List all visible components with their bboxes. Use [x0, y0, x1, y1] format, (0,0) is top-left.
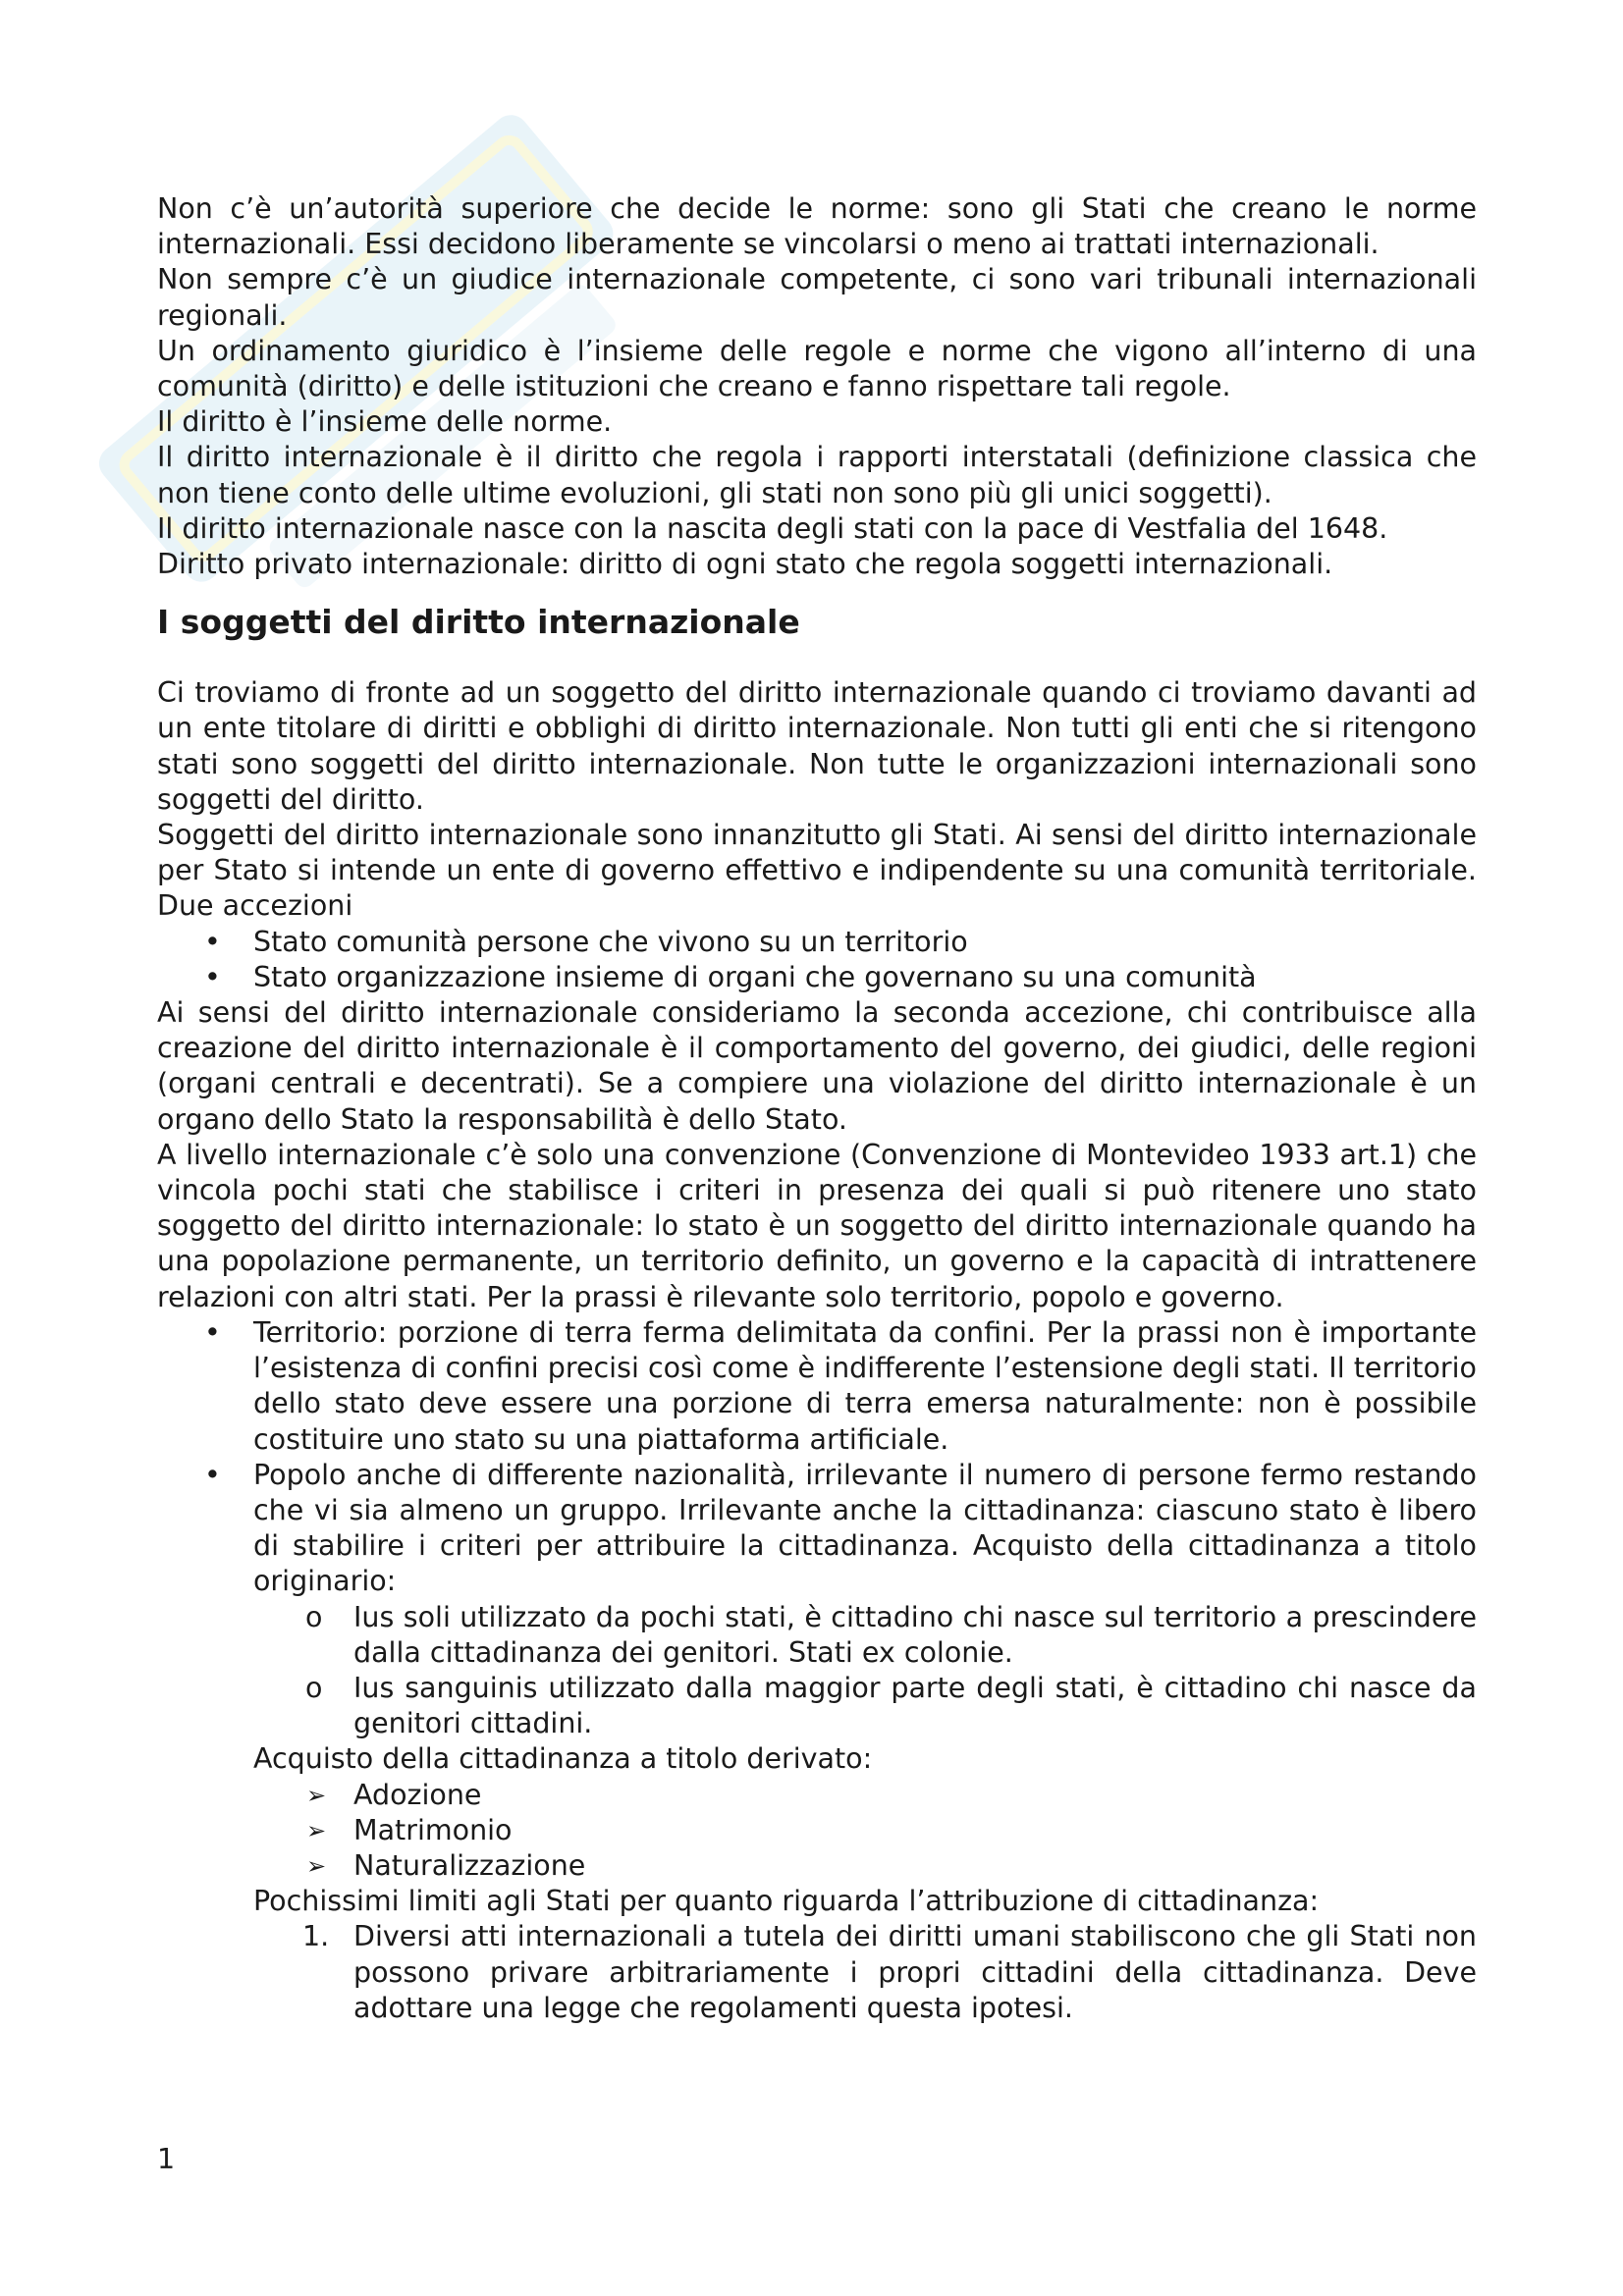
originario-list: [157, 1600, 1477, 1742]
paragraph: Ci troviamo di fronte ad un soggetto del diritto internazionale quando ci troviamo davanti ad un ente titolare di diritti e obblighi di diritto internazionale. Non tutti gli enti che si ritengono stati sono soggetti del diritto internazionale. Non tutte le organizzazioni internazionali sono soggetti del diritto.: [157, 676, 1477, 816]
arrow-bullet-icon: ➢: [306, 1851, 327, 1880]
sub-bullet-marker: o: [305, 1671, 323, 1704]
number-marker: 1.: [302, 1920, 330, 1953]
list-item: [305, 1600, 1477, 1671]
paragraph: Non c’è un’autorità superiore che decide le norme: sono gli Stati che creano le norme internazionali. Essi decidono liberamente se vincolarsi o meno ai trattati internazionali.: [157, 192, 1477, 261]
list-item-text: Naturalizzazione: [353, 1848, 586, 1882]
limiti-list: [157, 1919, 1477, 2026]
section-heading: I soggetti del diritto internazionale: [157, 603, 800, 642]
bullet-marker: •: [204, 1315, 221, 1349]
paragraph: Diritto privato internazionale: diritto di ogni stato che regola soggetti internazionali.: [157, 548, 1333, 581]
paragraph: Non sempre c’è un giudice internazionale competente, ci sono vari tribunali internazionali regionali.: [157, 263, 1477, 332]
list-item: [204, 1315, 1477, 1458]
list-item: [204, 960, 1477, 995]
derivato-list: [157, 1778, 1477, 1885]
list-item: [306, 1848, 1477, 1884]
list-item-text: Stato organizzazione insieme di organi che governano su una comunità: [253, 960, 1257, 993]
list-item: [306, 1813, 1477, 1848]
list-item-text: Adozione: [353, 1778, 482, 1811]
paragraph: Pochissimi limiti agli Stati per quanto riguarda l’attribuzione di cittadinanza:: [253, 1885, 1320, 1918]
paragraph: A livello internazionale c’è solo una convenzione (Convenzione di Montevideo 1933 art.1) che vincola pochi stati che stabilisce i criteri in presenza dei quali si può ritenere uno stato soggetto del diritto internazionale: lo stato è un soggetto del diritto internazionale quando ha una popolazione permanente, un territorio definito, un governo e la capacità di intrattenere relazioni con altri stati. Per la prassi è rilevante solo territorio, popolo e governo.: [157, 1138, 1477, 1313]
paragraph: Il diritto è l’insieme delle norme.: [157, 405, 613, 439]
paragraph: Acquisto della cittadinanza a titolo derivato:: [253, 1742, 873, 1776]
document-page: [157, 191, 1477, 2026]
sub-bullet-marker: o: [305, 1600, 323, 1633]
list-item: [204, 925, 1477, 960]
list-item-text: Matrimonio: [353, 1813, 513, 1846]
list-item: [302, 1919, 1477, 2026]
list-item: [306, 1778, 1477, 1813]
list-item: [305, 1671, 1477, 1741]
paragraph: Ai sensi del diritto internazionale consideriamo la seconda accezione, chi contribuisce alla creazione del diritto internazionale è il comportamento del governo, dei giudici, delle regioni (organi centrali e decentrati). Se a compiere una violazione del diritto internazionale è un organo dello Stato la responsabilità è dello Stato.: [157, 996, 1477, 1136]
accezioni-list: [157, 925, 1477, 995]
list-item-text: Diversi atti internazionali a tutela dei diritti umani stabiliscono che gli Stati non possono privare arbitrariamente i propri cittadini della cittadinanza. Deve adottare una legge che regolamenti questa ipotesi.: [353, 1920, 1477, 2024]
bullet-marker: •: [204, 925, 221, 958]
list-item-text: Ius soli utilizzato da pochi stati, è cittadino chi nasce sul territorio a prescindere dalla cittadinanza dei genitori. Stati ex colonie.: [353, 1600, 1477, 1669]
arrow-bullet-icon: ➢: [306, 1816, 327, 1844]
list-item-text: Popolo anche di differente nazionalità, irrilevante il numero di persone fermo restando che vi sia almeno un gruppo. Irrilevante anche la cittadinanza: ciascuno stato è libero di stabilire i criteri per attribuire la cittadinanza. Acquisto della cittadinanza a titolo originario:: [253, 1458, 1477, 1598]
paragraph: Un ordinamento giuridico è l’insieme delle regole e norme che vigono all’interno di una comunità (diritto) e delle istituzioni che creano e fanno rispettare tali regole.: [157, 334, 1477, 403]
list-item-text: Territorio: porzione di terra ferma delimitata da confini. Per la prassi non è importante l’esistenza di confini precisi così come è indifferente l’estensione degli stati. Il territorio dello stato deve essere una porzione di terra emersa naturalmente: non è possibile costituire uno stato su una piattaforma artificiale.: [253, 1315, 1477, 1456]
list-item-text: Stato comunità persone che vivono su un territorio: [253, 925, 968, 958]
arrow-bullet-icon: ➢: [306, 1781, 327, 1809]
bullet-marker: •: [204, 960, 221, 993]
page-number: 1: [157, 2143, 176, 2175]
list-item-text: Ius sanguinis utilizzato dalla maggior parte degli stati, è cittadino chi nasce da genitori cittadini.: [353, 1671, 1477, 1740]
elementi-list: [157, 1315, 1477, 1600]
bullet-marker: •: [204, 1458, 221, 1491]
list-item: [204, 1458, 1477, 1600]
paragraph: Il diritto internazionale nasce con la nascita degli stati con la pace di Vestfalia del 1648.: [157, 511, 1388, 545]
paragraph: Il diritto internazionale è il diritto che regola i rapporti interstatali (definizione classica che non tiene conto delle ultime evoluzioni, gli stati non sono più gli unici soggetti).: [157, 441, 1477, 509]
paragraph: Soggetti del diritto internazionale sono innanzitutto gli Stati. Ai sensi del diritto internazionale per Stato si intende un ente di governo effettivo e indipendente su una comunità territoriale. Due accezioni: [157, 819, 1477, 923]
